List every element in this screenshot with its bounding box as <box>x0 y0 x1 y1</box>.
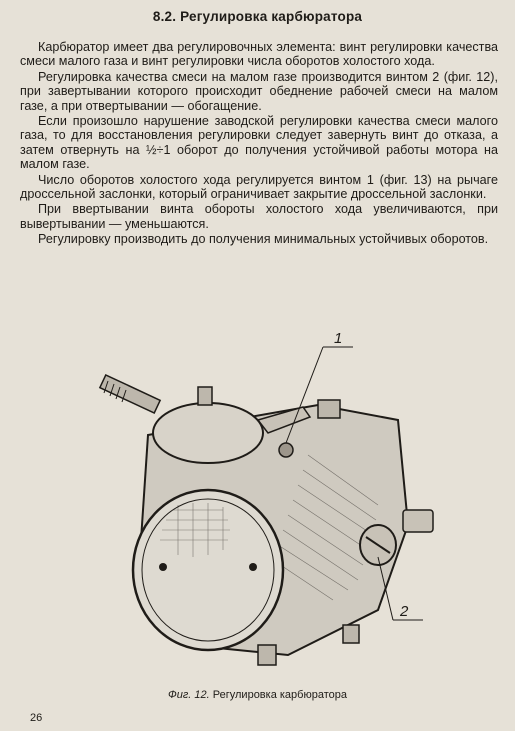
figure-label: Фиг. 12. <box>168 689 210 701</box>
carburetor-illustration <box>78 325 458 685</box>
idle-speed-screw <box>279 443 293 457</box>
fuel-inlet-fitting <box>100 375 160 413</box>
paragraph: При ввертывании винта обороты холостого хода увеличиваются, при вывертывании — уменьшаются. <box>20 202 498 231</box>
paragraph: Число оборотов холостого хода регулируется винтом 1 (фиг. 13) на рычаге дроссельной заслонки, который ограничивает закрытие дроссельной заслонки. <box>20 172 498 202</box>
paragraph: Если произошло нарушение заводской регулировки качества смеси малого газа, то для восстановления регулировки следует завернуть винт до отказа, а затем отвернуть на ½÷1 оборот до получения устойчивой работы мотора на малом газе. <box>20 114 498 172</box>
figure-caption <box>0 689 515 701</box>
body-text <box>20 40 498 248</box>
paragraph: Карбюратор имеет два регулировочных элемента: винт регулировки качества смеси малого газа и винт регулировки числа оборотов холостого хода. <box>20 40 498 69</box>
figure-caption-text: Регулировка карбюратора <box>212 689 347 701</box>
section-heading: 8.2. Регулировка карбюратора <box>152 9 363 24</box>
callout-label-1: 1 <box>334 330 343 347</box>
paragraph: Регулировка качества смеси на малом газе производится винтом 2 (фиг. 12), при завертывании которого происходит обеднение рабочей смеси на малом газе, а при отвертывании — обогащение. <box>20 69 498 113</box>
paragraph: Регулировку производить до получения минимальных устойчивых оборотов. <box>38 232 489 247</box>
float-chamber-cover <box>153 403 263 463</box>
callout-label-2: 2 <box>400 603 409 620</box>
page-number: 26 <box>30 712 43 724</box>
